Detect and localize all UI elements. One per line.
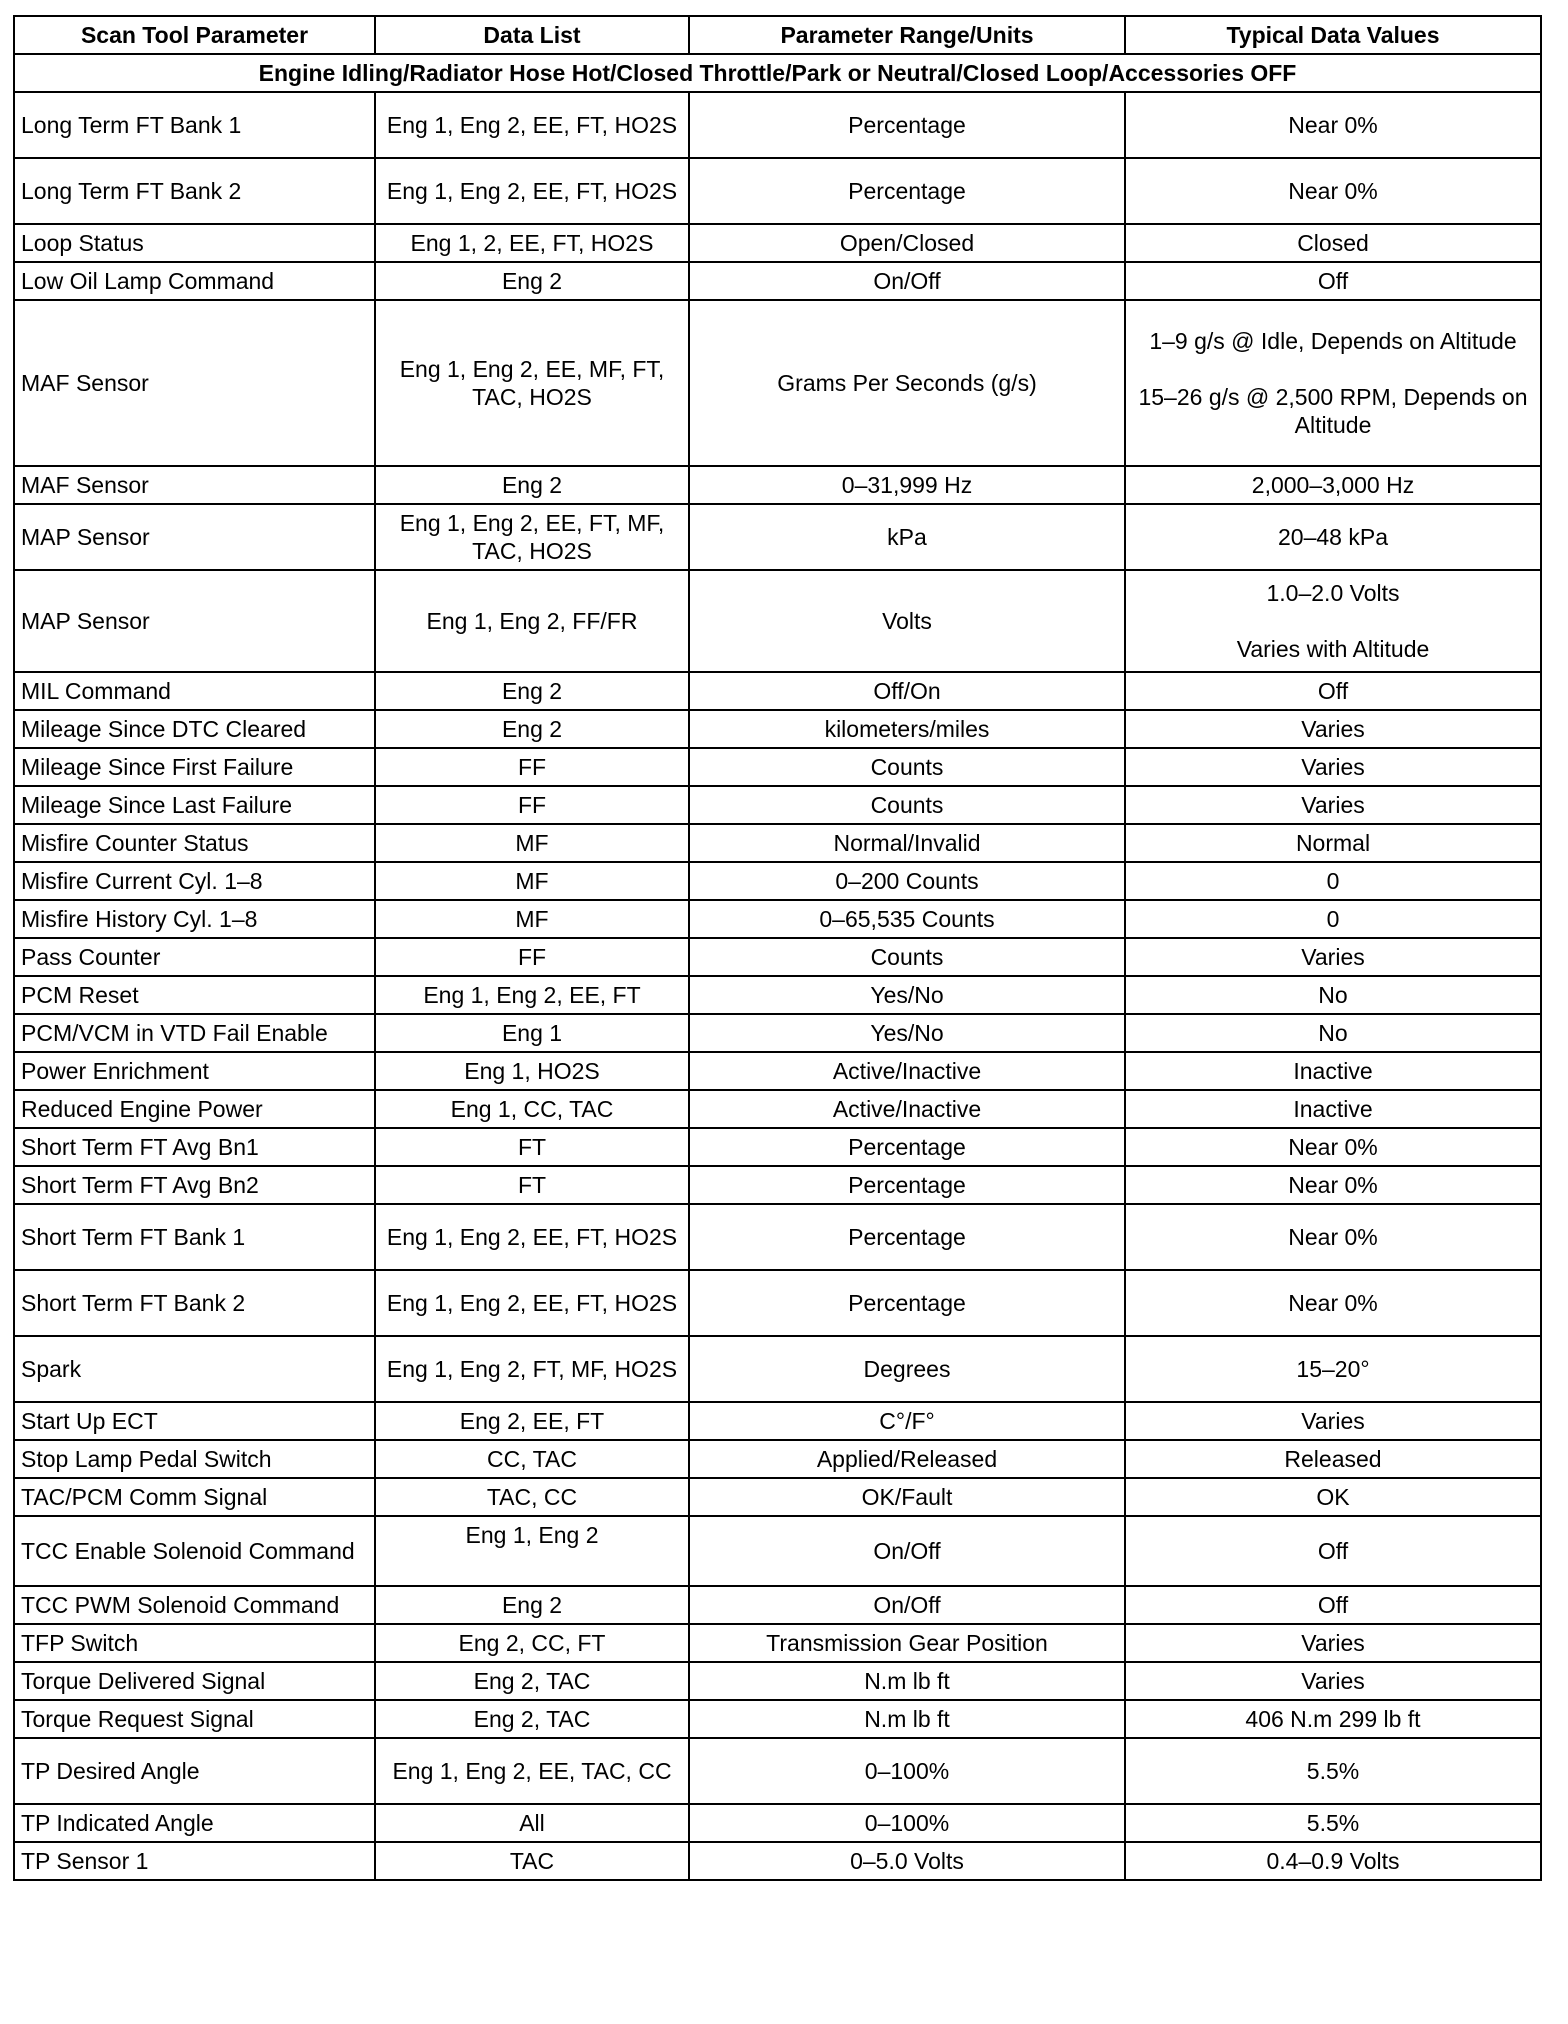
cell-typical: Released bbox=[1125, 1440, 1541, 1478]
cell-data-list: Eng 2 bbox=[375, 262, 689, 300]
cell-data-list: Eng 2 bbox=[375, 710, 689, 748]
table-row bbox=[14, 710, 1541, 748]
cell-typical: 15–20° bbox=[1125, 1336, 1541, 1402]
cell-data-list: All bbox=[375, 1804, 689, 1842]
scan-tool-data-table bbox=[13, 15, 1542, 1881]
cell-typical: Near 0% bbox=[1125, 1128, 1541, 1166]
cell-parameter: MAP Sensor bbox=[14, 570, 375, 672]
cell-typical: 20–48 kPa bbox=[1125, 504, 1541, 570]
cell-range: Percentage bbox=[689, 1128, 1125, 1166]
cell-parameter: Mileage Since DTC Cleared bbox=[14, 710, 375, 748]
table-row bbox=[14, 1014, 1541, 1052]
cell-range: 0–65,535 Counts bbox=[689, 900, 1125, 938]
table-row bbox=[14, 1804, 1541, 1842]
table-row bbox=[14, 1204, 1541, 1270]
cell-typical: Inactive bbox=[1125, 1090, 1541, 1128]
cell-data-list: Eng 2, CC, FT bbox=[375, 1624, 689, 1662]
table-row bbox=[14, 1738, 1541, 1804]
cell-range: On/Off bbox=[689, 1516, 1125, 1586]
cell-range: Percentage bbox=[689, 92, 1125, 158]
cell-data-list: FT bbox=[375, 1166, 689, 1204]
cell-data-list: Eng 1, Eng 2, EE, TAC, CC bbox=[375, 1738, 689, 1804]
table-row bbox=[14, 1700, 1541, 1738]
cell-typical: 5.5% bbox=[1125, 1738, 1541, 1804]
cell-data-list: MF bbox=[375, 862, 689, 900]
table-row bbox=[14, 1166, 1541, 1204]
table-row bbox=[14, 1128, 1541, 1166]
cell-range: Counts bbox=[689, 786, 1125, 824]
cell-typical: Off bbox=[1125, 1516, 1541, 1586]
cell-typical: Varies bbox=[1125, 786, 1541, 824]
cell-range: Counts bbox=[689, 938, 1125, 976]
table-row bbox=[14, 1586, 1541, 1624]
cell-data-list: Eng 2 bbox=[375, 1586, 689, 1624]
cell-parameter: Misfire History Cyl. 1–8 bbox=[14, 900, 375, 938]
cell-typical: 2,000–3,000 Hz bbox=[1125, 466, 1541, 504]
cell-typical: Near 0% bbox=[1125, 1166, 1541, 1204]
cell-typical: Normal bbox=[1125, 824, 1541, 862]
cell-parameter: Torque Delivered Signal bbox=[14, 1662, 375, 1700]
cell-range: Off/On bbox=[689, 672, 1125, 710]
cell-data-list: Eng 1, Eng 2, FT, MF, HO2S bbox=[375, 1336, 689, 1402]
cell-data-list: FT bbox=[375, 1128, 689, 1166]
cell-range: Open/Closed bbox=[689, 224, 1125, 262]
cell-parameter: Reduced Engine Power bbox=[14, 1090, 375, 1128]
cell-range: 0–200 Counts bbox=[689, 862, 1125, 900]
table-row bbox=[14, 824, 1541, 862]
cell-data-list: Eng 1, Eng 2, EE, FT, HO2S bbox=[375, 1270, 689, 1336]
cell-parameter: MAP Sensor bbox=[14, 504, 375, 570]
cell-data-list: TAC bbox=[375, 1842, 689, 1880]
cell-parameter: Pass Counter bbox=[14, 938, 375, 976]
table-row bbox=[14, 1090, 1541, 1128]
cell-data-list: FF bbox=[375, 786, 689, 824]
cell-parameter: Short Term FT Avg Bn2 bbox=[14, 1166, 375, 1204]
cell-typical: OK bbox=[1125, 1478, 1541, 1516]
table-header-row bbox=[14, 16, 1541, 54]
table-row bbox=[14, 504, 1541, 570]
cell-range: Degrees bbox=[689, 1336, 1125, 1402]
cell-typical: Near 0% bbox=[1125, 1270, 1541, 1336]
cell-parameter: Start Up ECT bbox=[14, 1402, 375, 1440]
cell-typical: Closed bbox=[1125, 224, 1541, 262]
cell-data-list: Eng 2 bbox=[375, 466, 689, 504]
cell-parameter: Power Enrichment bbox=[14, 1052, 375, 1090]
cell-parameter: Spark bbox=[14, 1336, 375, 1402]
cell-parameter: Short Term FT Avg Bn1 bbox=[14, 1128, 375, 1166]
cell-parameter: Short Term FT Bank 2 bbox=[14, 1270, 375, 1336]
table-row bbox=[14, 1516, 1541, 1586]
cell-range: Applied/Released bbox=[689, 1440, 1125, 1478]
table-row bbox=[14, 570, 1541, 672]
cell-data-list: CC, TAC bbox=[375, 1440, 689, 1478]
cell-range: Yes/No bbox=[689, 1014, 1125, 1052]
cell-parameter: Loop Status bbox=[14, 224, 375, 262]
table-row bbox=[14, 976, 1541, 1014]
line-gap bbox=[1132, 355, 1534, 383]
cell-typical: Varies bbox=[1125, 710, 1541, 748]
cell-data-list: Eng 1, CC, TAC bbox=[375, 1090, 689, 1128]
table-row bbox=[14, 1662, 1541, 1700]
cell-typical: Near 0% bbox=[1125, 92, 1541, 158]
cell-range: Percentage bbox=[689, 1204, 1125, 1270]
cell-data-list: Eng 2 bbox=[375, 672, 689, 710]
cell-range: Percentage bbox=[689, 1270, 1125, 1336]
cell-data-list: FF bbox=[375, 748, 689, 786]
cell-parameter: Mileage Since First Failure bbox=[14, 748, 375, 786]
typical-value-rpm: 15–26 g/s @ 2,500 RPM, Depends on Altitude bbox=[1138, 384, 1528, 438]
cell-range: Counts bbox=[689, 748, 1125, 786]
cell-range: Grams Per Seconds (g/s) bbox=[689, 300, 1125, 466]
cell-data-list: Eng 1 bbox=[375, 1014, 689, 1052]
cell-typical: Varies bbox=[1125, 748, 1541, 786]
cell-parameter: Low Oil Lamp Command bbox=[14, 262, 375, 300]
cell-parameter: Misfire Current Cyl. 1–8 bbox=[14, 862, 375, 900]
header-parameter-range-units: Parameter Range/Units bbox=[689, 16, 1125, 54]
cell-range: OK/Fault bbox=[689, 1478, 1125, 1516]
cell-data-list: MF bbox=[375, 900, 689, 938]
cell-data-list: Eng 1, Eng 2, EE, FT, HO2S bbox=[375, 92, 689, 158]
conditions-caption: Engine Idling/Radiator Hose Hot/Closed Throttle/Park or Neutral/Closed Loop/Accessories OFF bbox=[14, 54, 1541, 92]
cell-range: Volts bbox=[689, 570, 1125, 672]
cell-parameter: TCC PWM Solenoid Command bbox=[14, 1586, 375, 1624]
cell-range: 0–100% bbox=[689, 1738, 1125, 1804]
cell-typical: 406 N.m 299 lb ft bbox=[1125, 1700, 1541, 1738]
cell-typical: Varies bbox=[1125, 1662, 1541, 1700]
cell-data-list: Eng 2, TAC bbox=[375, 1662, 689, 1700]
cell-parameter: TP Desired Angle bbox=[14, 1738, 375, 1804]
cell-range: Transmission Gear Position bbox=[689, 1624, 1125, 1662]
table-row bbox=[14, 466, 1541, 504]
conditions-row bbox=[14, 54, 1541, 92]
table-row bbox=[14, 158, 1541, 224]
cell-range: kPa bbox=[689, 504, 1125, 570]
cell-typical: Varies bbox=[1125, 1402, 1541, 1440]
table-row bbox=[14, 1336, 1541, 1402]
cell-typical: 5.5% bbox=[1125, 1804, 1541, 1842]
cell-data-list: Eng 1, Eng 2, EE, FT, MF, TAC, HO2S bbox=[375, 504, 689, 570]
cell-parameter: TP Indicated Angle bbox=[14, 1804, 375, 1842]
cell-typical bbox=[1125, 300, 1541, 466]
cell-parameter: Misfire Counter Status bbox=[14, 824, 375, 862]
cell-range: On/Off bbox=[689, 262, 1125, 300]
cell-range: Active/Inactive bbox=[689, 1052, 1125, 1090]
table-row bbox=[14, 900, 1541, 938]
table-row bbox=[14, 1402, 1541, 1440]
cell-range: N.m lb ft bbox=[689, 1700, 1125, 1738]
table-row bbox=[14, 862, 1541, 900]
cell-typical: Off bbox=[1125, 672, 1541, 710]
table-row bbox=[14, 262, 1541, 300]
cell-typical: No bbox=[1125, 1014, 1541, 1052]
cell-typical: 0 bbox=[1125, 862, 1541, 900]
header-typical-data-values: Typical Data Values bbox=[1125, 16, 1541, 54]
cell-data-list: Eng 1, Eng 2, FF/FR bbox=[375, 570, 689, 672]
cell-parameter: Short Term FT Bank 1 bbox=[14, 1204, 375, 1270]
cell-typical: Near 0% bbox=[1125, 1204, 1541, 1270]
table-row bbox=[14, 672, 1541, 710]
cell-typical: Off bbox=[1125, 262, 1541, 300]
cell-typical: Inactive bbox=[1125, 1052, 1541, 1090]
table-row bbox=[14, 1270, 1541, 1336]
table-row bbox=[14, 300, 1541, 466]
cell-data-list: TAC, CC bbox=[375, 1478, 689, 1516]
cell-parameter: TCC Enable Solenoid Command bbox=[14, 1516, 375, 1586]
cell-range: Active/Inactive bbox=[689, 1090, 1125, 1128]
cell-parameter: TP Sensor 1 bbox=[14, 1842, 375, 1880]
cell-typical: Varies bbox=[1125, 938, 1541, 976]
cell-range: C°/F° bbox=[689, 1402, 1125, 1440]
typical-value-altitude: Varies with Altitude bbox=[1236, 636, 1430, 662]
cell-data-list: Eng 1, HO2S bbox=[375, 1052, 689, 1090]
cell-data-list: Eng 1, Eng 2 bbox=[375, 1516, 689, 1586]
cell-parameter: TAC/PCM Comm Signal bbox=[14, 1478, 375, 1516]
cell-range: Yes/No bbox=[689, 976, 1125, 1014]
header-scan-tool-parameter: Scan Tool Parameter bbox=[14, 16, 375, 54]
cell-typical: 0.4–0.9 Volts bbox=[1125, 1842, 1541, 1880]
cell-data-list: Eng 2, EE, FT bbox=[375, 1402, 689, 1440]
cell-typical: Off bbox=[1125, 1586, 1541, 1624]
cell-parameter: MAF Sensor bbox=[14, 466, 375, 504]
cell-range: kilometers/miles bbox=[689, 710, 1125, 748]
cell-data-list: Eng 2, TAC bbox=[375, 1700, 689, 1738]
table-row bbox=[14, 1624, 1541, 1662]
cell-range: Percentage bbox=[689, 158, 1125, 224]
typical-value-volts: 1.0–2.0 Volts bbox=[1266, 580, 1400, 606]
cell-parameter: Long Term FT Bank 1 bbox=[14, 92, 375, 158]
cell-range: Percentage bbox=[689, 1166, 1125, 1204]
cell-data-list: MF bbox=[375, 824, 689, 862]
cell-parameter: Mileage Since Last Failure bbox=[14, 786, 375, 824]
cell-typical: Near 0% bbox=[1125, 158, 1541, 224]
table-row bbox=[14, 786, 1541, 824]
table-row bbox=[14, 748, 1541, 786]
cell-parameter: PCM/VCM in VTD Fail Enable bbox=[14, 1014, 375, 1052]
table-row bbox=[14, 1842, 1541, 1880]
table-row bbox=[14, 1478, 1541, 1516]
cell-range: 0–100% bbox=[689, 1804, 1125, 1842]
header-data-list: Data List bbox=[375, 16, 689, 54]
cell-typical: Varies bbox=[1125, 1624, 1541, 1662]
cell-parameter: Long Term FT Bank 2 bbox=[14, 158, 375, 224]
table-row bbox=[14, 224, 1541, 262]
cell-typical: 0 bbox=[1125, 900, 1541, 938]
cell-data-list: Eng 1, Eng 2, EE, FT, HO2S bbox=[375, 1204, 689, 1270]
cell-typical: No bbox=[1125, 976, 1541, 1014]
line-gap bbox=[1132, 607, 1534, 635]
table-row bbox=[14, 938, 1541, 976]
cell-parameter: PCM Reset bbox=[14, 976, 375, 1014]
cell-parameter: Stop Lamp Pedal Switch bbox=[14, 1440, 375, 1478]
cell-range: On/Off bbox=[689, 1586, 1125, 1624]
cell-range: 0–31,999 Hz bbox=[689, 466, 1125, 504]
cell-data-list: Eng 1, 2, EE, FT, HO2S bbox=[375, 224, 689, 262]
cell-parameter: MAF Sensor bbox=[14, 300, 375, 466]
cell-data-list: Eng 1, Eng 2, EE, FT, HO2S bbox=[375, 158, 689, 224]
table-row bbox=[14, 1440, 1541, 1478]
cell-typical bbox=[1125, 570, 1541, 672]
cell-data-list: Eng 1, Eng 2, EE, FT bbox=[375, 976, 689, 1014]
cell-data-list: Eng 1, Eng 2, EE, MF, FT, TAC, HO2S bbox=[375, 300, 689, 466]
cell-parameter: MIL Command bbox=[14, 672, 375, 710]
cell-parameter: Torque Request Signal bbox=[14, 1700, 375, 1738]
cell-range: N.m lb ft bbox=[689, 1662, 1125, 1700]
cell-range: Normal/Invalid bbox=[689, 824, 1125, 862]
typical-value-idle: 1–9 g/s @ Idle, Depends on Altitude bbox=[1149, 328, 1517, 354]
cell-data-list: FF bbox=[375, 938, 689, 976]
table-row bbox=[14, 92, 1541, 158]
cell-range: 0–5.0 Volts bbox=[689, 1842, 1125, 1880]
cell-parameter: TFP Switch bbox=[14, 1624, 375, 1662]
table-row bbox=[14, 1052, 1541, 1090]
